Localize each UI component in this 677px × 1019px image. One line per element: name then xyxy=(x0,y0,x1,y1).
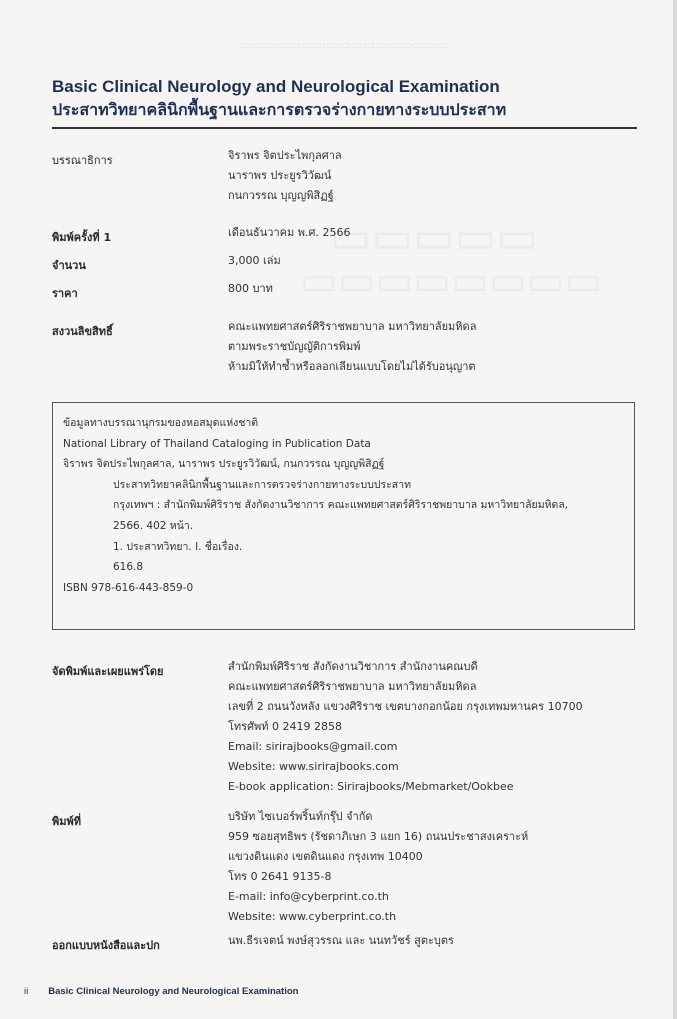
publisher-website: Website: www.sirirajbooks.com xyxy=(228,760,399,773)
cip-isbn: ISBN 978-616-443-859-0 xyxy=(63,581,194,594)
printer-label: พิมพ์ที่ xyxy=(52,815,82,828)
edition-label: พิมพ์ครั้งที่ 1 xyxy=(52,231,112,244)
show-through-text: ▭▭▭▭▭ xyxy=(330,212,538,263)
cip-pages: 2566. 402 หน้า. xyxy=(113,519,194,532)
quantity-value: 3,000 เล่ม xyxy=(228,254,281,267)
book-title-thai: ประสาทวิทยาคลินิกพื้นฐานและการตรวจร่างกายทางระบบประสาท xyxy=(52,100,507,119)
footer-book-title: Basic Clinical Neurology and Neurological Examination xyxy=(48,986,299,997)
cip-subjects: 1. ประสาทวิทยา. I. ชื่อเรื่อง. xyxy=(113,540,243,553)
cip-publisher: กรุงเทพฯ : สำนักพิมพ์ศิริราช สังกัดงานวิชาการ คณะแพทยศาสตร์ศิริราชพยาบาล มหาวิทยาลัยมหิดล, xyxy=(113,499,569,512)
printer-phone: โทร 0 2641 9135-8 xyxy=(228,870,332,883)
quantity-label: จำนวน xyxy=(52,259,86,272)
cip-authors: จิราพร จิตประไพกุลศาล, นาราพร ประยูรวิวัฒน์, กนกวรรณ บุญญพิสิฏฐ์ xyxy=(63,458,385,471)
editor-name: นาราพร ประยูรวิวัฒน์ xyxy=(228,169,332,182)
editor-name: จิราพร จิตประไพกุลศาล xyxy=(228,149,342,162)
publisher-line: สำนักพิมพ์ศิริราช สังกัดงานวิชาการ สำนักงานคณบดี xyxy=(228,660,478,673)
publisher-email: Email: sirirajbooks@gmail.com xyxy=(228,740,398,753)
editors-list xyxy=(228,146,342,206)
copyright-line: ห้ามมิให้ทำซ้ำหรือลอกเลียนแบบโดยไม่ได้รับอนุญาต xyxy=(228,360,476,373)
price-label: ราคา xyxy=(52,287,78,300)
printer-line: แขวงดินแดง เขตดินแดง กรุงเทพ 10400 xyxy=(228,850,423,863)
publisher-phone: โทรศัพท์ 0 2419 2858 xyxy=(228,720,343,733)
copyright-line: ตามพระราชบัญญัติการพิมพ์ xyxy=(228,340,361,353)
publisher-label: จัดพิมพ์และเผยแพร่โดย xyxy=(52,665,164,678)
cover-design-value: นพ.ธีรเจตน์ พงษ์สุวรรณ และ นนทวัชร์ สูตะบุตร xyxy=(228,934,454,947)
publisher-line: เลขที่ 2 ถนนวังหลัง แขวงศิริราช เขตบางกอกน้อย กรุงเทพมหานคร 10700 xyxy=(228,700,583,713)
copyright-line: คณะแพทยศาสตร์ศิริราชพยาบาล มหาวิทยาลัยมหิดล xyxy=(228,320,477,333)
cip-heading-english: National Library of Thailand Cataloging in Publication Data xyxy=(63,437,371,450)
printer-details xyxy=(228,807,528,927)
cip-data-box xyxy=(52,402,635,630)
book-title-english: Basic Clinical Neurology and Neurological Examination xyxy=(52,77,500,96)
cover-design-label: ออกแบบหนังสือและปก xyxy=(52,939,160,952)
show-through-text: ▭▭▭▭▭▭▭▭▭▭▭▭▭▭▭▭▭ xyxy=(240,38,449,53)
printer-website: Website: www.cyberprint.co.th xyxy=(228,910,397,923)
editors-label: บรรณาธิการ xyxy=(52,154,113,167)
page-number: ii xyxy=(24,986,29,997)
copyright-notice xyxy=(228,317,476,377)
cip-heading-thai: ข้อมูลทางบรรณานุกรมของหอสมุดแห่งชาติ xyxy=(63,417,259,429)
title-divider xyxy=(52,127,637,129)
edition-value: เดือนธันวาคม พ.ศ. 2566 xyxy=(228,226,351,239)
price-value: 800 บาท xyxy=(228,282,273,295)
printer-line: บริษัท ไซเบอร์พริ้นท์กรุ๊ป จำกัด xyxy=(228,810,373,823)
printer-email: E-mail: info@cyberprint.co.th xyxy=(228,890,389,903)
page-edge xyxy=(673,0,677,1019)
show-through-text: ▭▭▭▭▭▭▭▭ xyxy=(300,258,603,304)
cip-classification: 616.8 xyxy=(113,561,144,574)
cip-title: ประสาทวิทยาคลินิกพื้นฐานและการตรวจร่างกายทางระบบประสาท xyxy=(113,478,412,491)
copyright-label: สงวนลิขสิทธิ์ xyxy=(52,325,113,338)
printer-line: 959 ซอยสุทธิพร (รัชดาภิเษก 3 แยก 16) ถนนประชาสงเคราะห์ xyxy=(228,830,529,843)
page-footer xyxy=(24,986,298,997)
publisher-line: คณะแพทยศาสตร์ศิริราชพยาบาล มหาวิทยาลัยมหิดล xyxy=(228,680,477,693)
publisher-ebook: E-book application: Sirirajbooks/Mebmarket/Ookbee xyxy=(228,780,514,793)
editor-name: กนกวรรณ บุญญพิสิฏฐ์ xyxy=(228,189,334,202)
publisher-details xyxy=(228,657,583,797)
